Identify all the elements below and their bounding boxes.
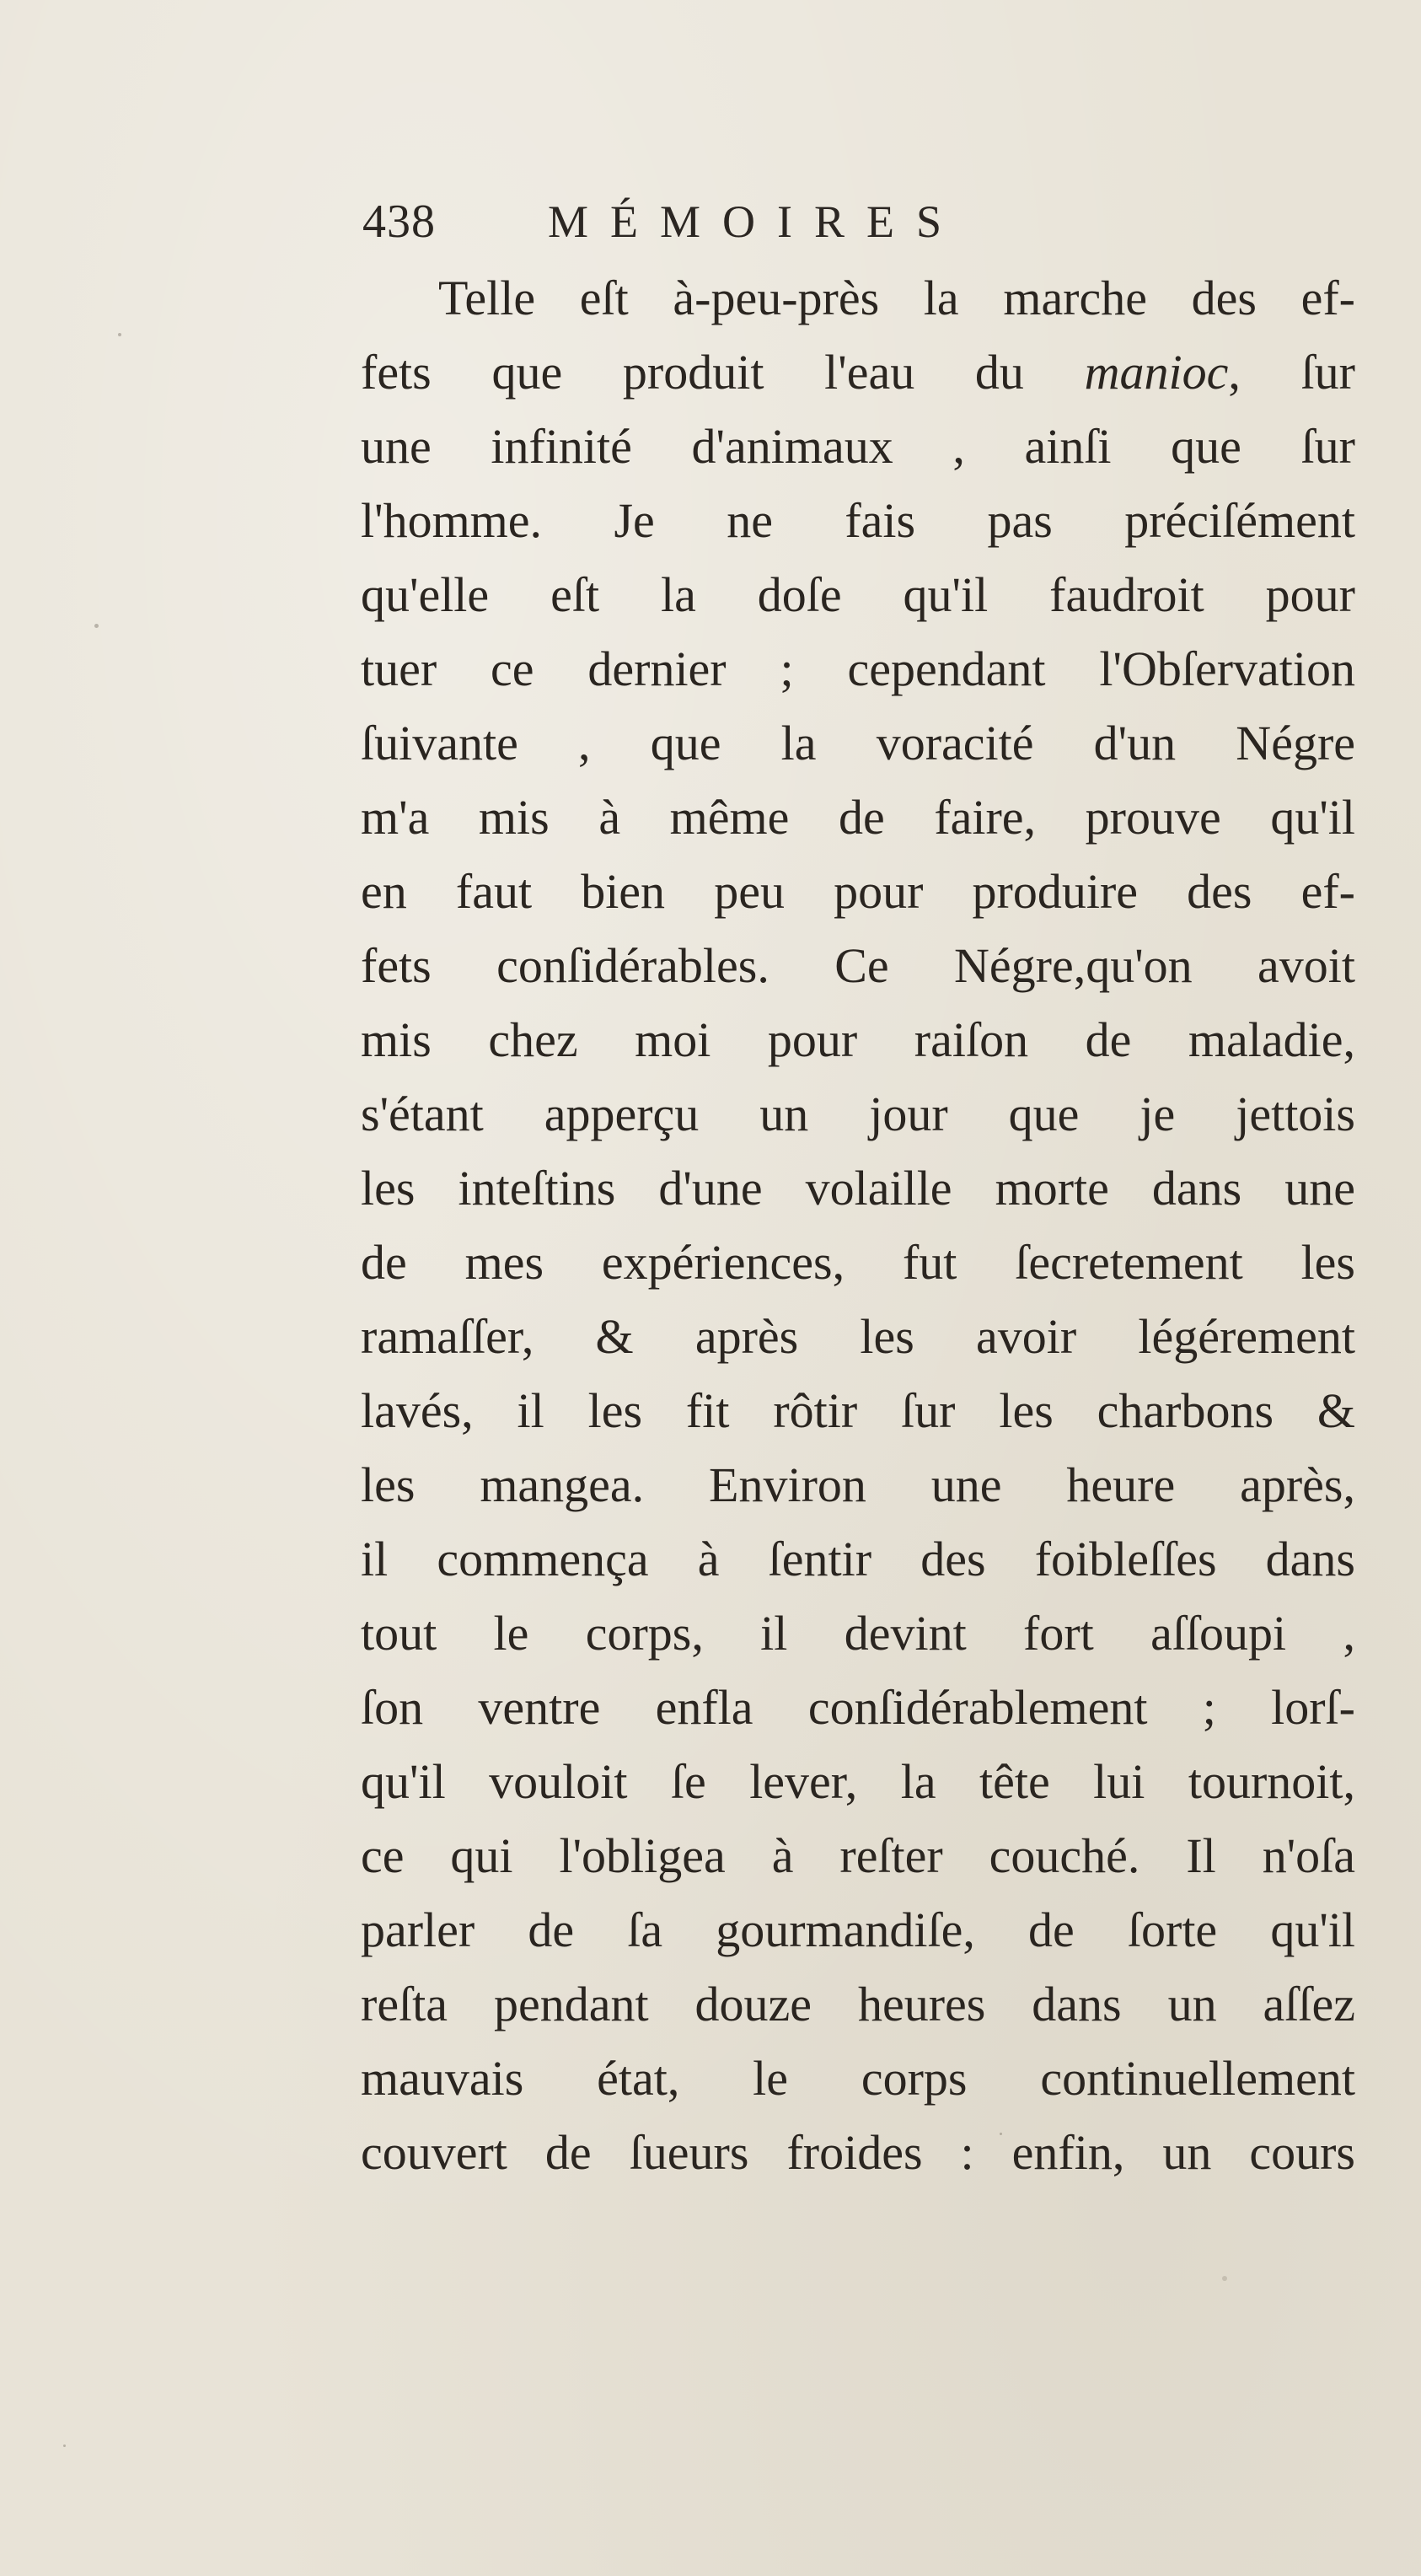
text-line: ſon ventre enfla conſidérablement ; lorſ- bbox=[361, 1680, 1355, 1735]
text-line: mis chez moi pour raiſon de maladie, bbox=[361, 1012, 1355, 1067]
text-line: en faut bien peu pour produire des ef- bbox=[361, 864, 1355, 919]
text-line: couvert de ſueurs froides : enfin, un cours bbox=[361, 2125, 1355, 2180]
body-text bbox=[361, 261, 1355, 2190]
page-number: 438 bbox=[362, 196, 436, 248]
text-line: ce qui l'obligea à reſter couché. Il n'oſa bbox=[361, 1828, 1355, 1883]
text-line: mauvais état, le corps continuellement bbox=[361, 2051, 1355, 2106]
text-line: Telle eſt à-peu-près la marche des ef- bbox=[438, 271, 1355, 325]
running-title: MÉMOIRES bbox=[548, 196, 964, 247]
text-line bbox=[361, 335, 1355, 410]
paper-speck bbox=[118, 333, 121, 336]
text-line: s'étant apperçu un jour que je jettois bbox=[361, 1087, 1355, 1141]
text-line: qu'elle eſt la doſe qu'il faudroit pour bbox=[361, 567, 1355, 622]
text-line: de mes expériences, fut ſecretement les bbox=[361, 1235, 1355, 1290]
text-line: m'a mis à même de faire, prouve qu'il bbox=[361, 790, 1355, 845]
text-line: une infinité d'animaux , ainſi que ſur bbox=[361, 419, 1355, 474]
text-line: les mangea. Environ une heure après, bbox=[361, 1457, 1355, 1512]
paper-speck bbox=[1222, 2276, 1227, 2281]
text-line: les inteſtins d'une volaille morte dans une bbox=[361, 1161, 1355, 1216]
text-line: reſta pendant douze heures dans un aſſez bbox=[361, 1977, 1355, 2031]
text-line: tuer ce dernier ; cependant l'Obſervation bbox=[361, 641, 1355, 696]
paper-speck bbox=[94, 624, 99, 628]
text-line: ramaſſer, & après les avoir légérement bbox=[361, 1309, 1355, 1364]
text-line: il commença à ſentir des foibleſſes dans bbox=[361, 1532, 1355, 1586]
text-line: ſuivante , que la voracité d'un Négre bbox=[361, 716, 1355, 770]
text-line: parler de ſa gourmandiſe, de ſorte qu'il bbox=[361, 1902, 1355, 1957]
italic-word: manioc bbox=[1084, 345, 1229, 400]
running-head bbox=[362, 192, 1121, 251]
paper-speck bbox=[63, 2445, 66, 2447]
text-line-start: fets que produit l'eau du bbox=[361, 345, 1024, 400]
paper-speck bbox=[1000, 2133, 1002, 2135]
text-line: fets conſidérables. Ce Négre,qu'on avoit bbox=[361, 938, 1355, 993]
text-line-end: , ſur bbox=[1228, 345, 1355, 400]
text-line: l'homme. Je ne fais pas préciſément bbox=[361, 493, 1355, 548]
text-line: tout le corps, il devint fort aſſoupi , bbox=[361, 1606, 1355, 1661]
text-line: lavés, il les fit rôtir ſur les charbons & bbox=[361, 1383, 1355, 1438]
text-line: qu'il vouloit ſe lever, la tête lui tournoit, bbox=[361, 1754, 1355, 1809]
